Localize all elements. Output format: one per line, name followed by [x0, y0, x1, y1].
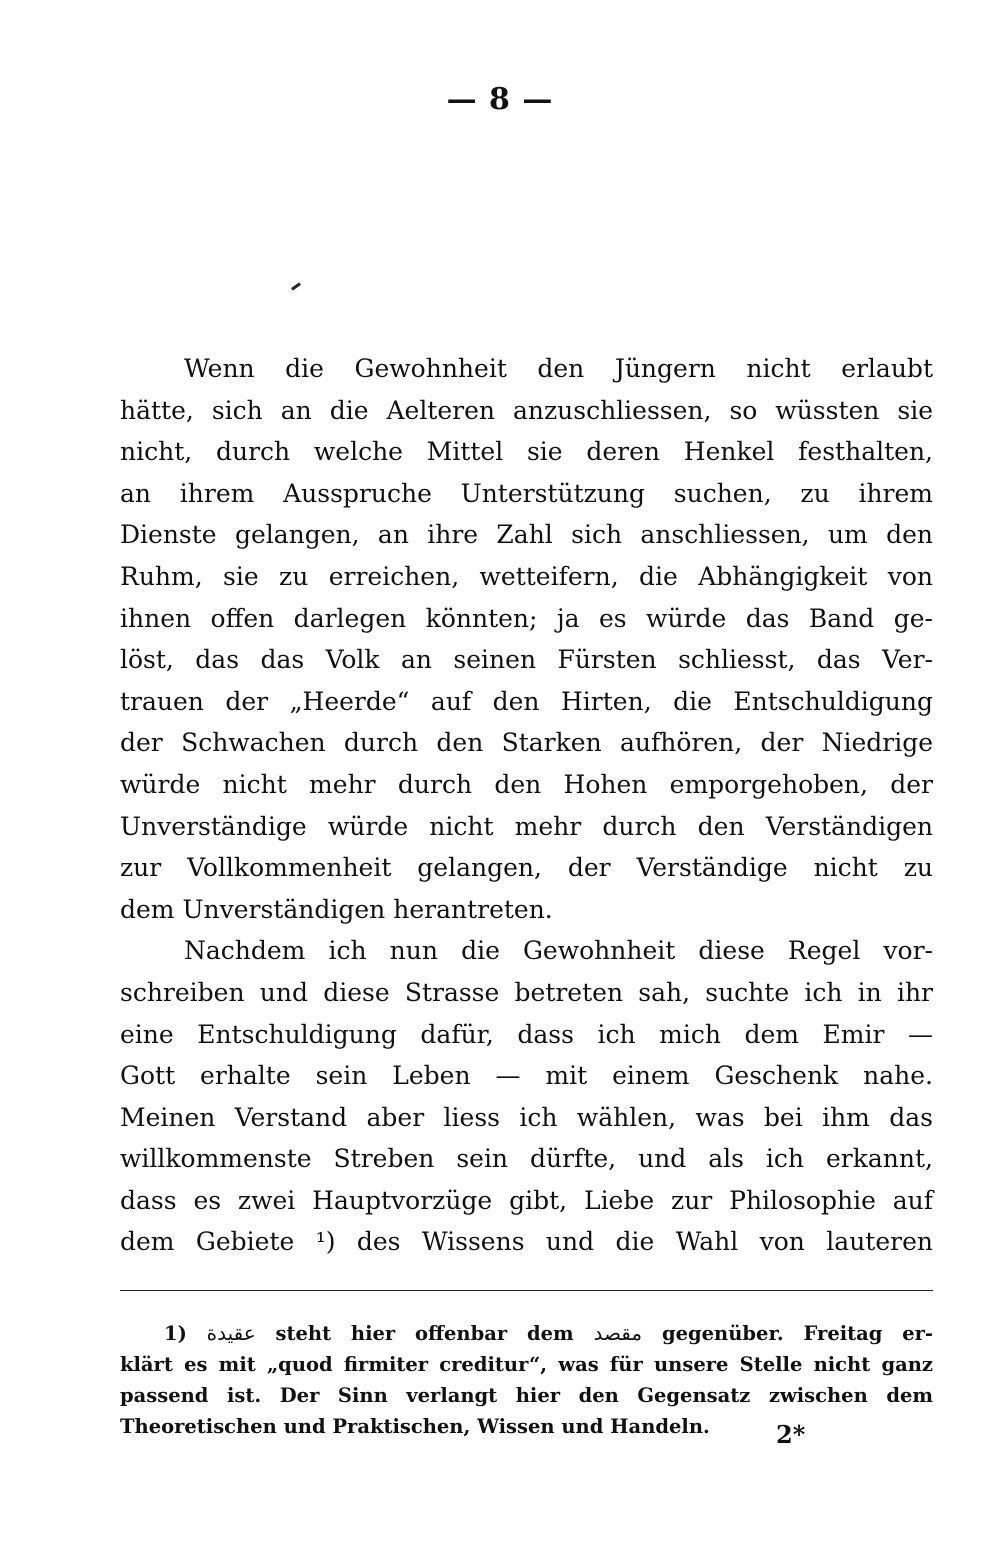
text-line: Gott erhalte sein Leben — mit einem Geschenk nahe. [120, 1061, 933, 1091]
arabic-term: عقيدة [206, 1321, 256, 1345]
text-line: nicht, durch welche Mittel sie deren Henkel festhalten, [120, 437, 933, 467]
text-line: würde nicht mehr durch den Hohen emporgehoben, der [120, 769, 933, 799]
text-line: löst, das das Volk an seinen Fürsten schliesst, das Ver- [120, 645, 933, 675]
footnote-text: gegenüber. Freitag er- [661, 1322, 933, 1345]
text-line: Unverständige würde nicht mehr durch den Verständigen [120, 811, 933, 841]
text-line: Wenn die Gewohnheit den Jüngern nicht erlaubt [184, 354, 933, 383]
footnote-divider [120, 1290, 933, 1291]
text-line: Ruhm, sie zu erreichen, wetteifern, die Abhängigkeit von [120, 561, 933, 591]
text-line: eine Entschuldigung dafür, dass ich mich dem Emir — [120, 1019, 933, 1049]
footnote-line: klärt es mit „quod firmiter creditur“, was für unsere Stelle nicht ganz [120, 1353, 933, 1376]
text-line: Nachdem ich nun die Gewohnheit diese Regel vor- [184, 936, 933, 966]
page-number: — 8 — [446, 82, 554, 117]
main-text [120, 348, 933, 1263]
text-line: an ihrem Ausspruche Unterstützung suchen, zu ihrem [120, 478, 933, 508]
text-line: Dienste gelangen, an ihre Zahl sich anschliessen, um den [120, 520, 933, 550]
text-line: dem Gebiete ¹) des Wissens und die Wahl von lauteren [120, 1227, 933, 1257]
signature-mark: 2* [776, 1420, 806, 1449]
text-line: ihnen offen darlegen könnten; ja es würde das Band ge- [120, 603, 933, 633]
footnote-line: passend ist. Der Sinn verlangt hier den Gegensatz zwischen dem [120, 1384, 933, 1407]
text-line: Meinen Verstand aber liess ich wählen, was bei ihm das [120, 1102, 933, 1132]
text-line: schreiben und diese Strasse betreten sah, suchte ich in ihr [120, 977, 933, 1007]
footnote-line: Theoretischen und Praktischen, Wissen und Handeln. [120, 1415, 710, 1438]
ink-speck [291, 282, 301, 290]
footnote-marker: 1) [164, 1322, 187, 1345]
footnote-text: steht hier offenbar dem [275, 1322, 574, 1345]
text-line: zur Vollkommenheit gelangen, der Verständige nicht zu [120, 853, 933, 883]
text-line: der Schwachen durch den Starken aufhören, der Niedrige [120, 728, 933, 758]
text-line: dem Unverständigen herantreten. [120, 894, 553, 924]
footnote [120, 1318, 933, 1442]
text-line: dass es zwei Hauptvorzüge gibt, Liebe zur Philosophie auf [120, 1185, 933, 1215]
text-line: willkommenste Streben sein dürfte, und als ich erkannt, [120, 1144, 933, 1174]
arabic-term: مقصد [593, 1321, 643, 1345]
text-line: hätte, sich an die Aelteren anzuschliessen, so wüssten sie [120, 395, 933, 425]
text-line: trauen der „Heerde“ auf den Hirten, die Entschuldigung [120, 686, 933, 716]
footnote-line [120, 1318, 933, 1349]
